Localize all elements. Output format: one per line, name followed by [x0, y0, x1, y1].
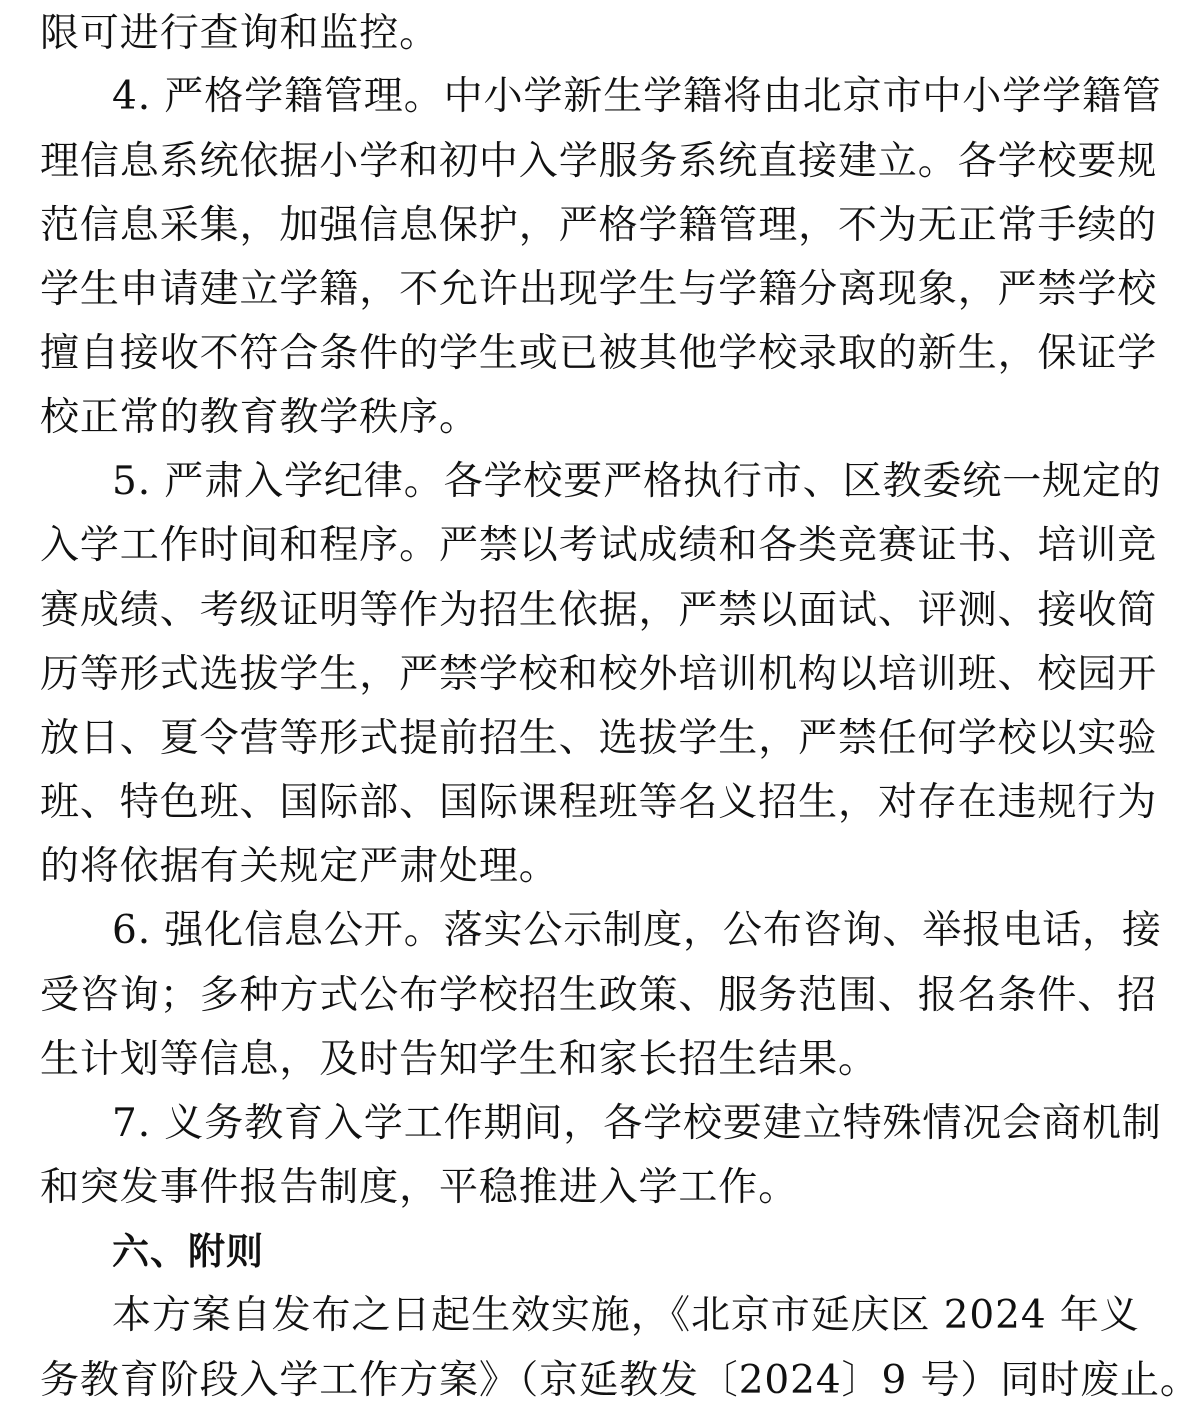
paragraph-line: 限可进行查询和监控。	[40, 11, 440, 56]
paragraph-line: 擅自接收不符合条件的学生或已被其他学校录取的新生，保证学	[40, 331, 1158, 376]
paragraph-line: 校正常的教育教学秩序。	[40, 395, 479, 440]
paragraph-line: 生计划等信息，及时告知学生和家长招生结果。	[40, 1037, 878, 1082]
paragraph-line: 班、特色班、国际部、国际课程班等名义招生，对存在违规行为	[40, 780, 1158, 825]
paragraph-line: 的将依据有关规定严肃处理。	[40, 844, 559, 889]
paragraph-line: 赛成绩、考级证明等作为招生依据，严禁以面试、评测、接收简	[40, 588, 1158, 633]
paragraph-line: 务教育阶段入学工作方案》（京延教发〔2024〕9 号）同时废止。	[40, 1358, 1200, 1403]
paragraph-line: 入学工作时间和程序。严禁以考试成绩和各类竞赛证书、培训竞	[40, 523, 1158, 568]
paragraph-line: 5. 严肃入学纪律。各学校要严格执行市、区教委统一规定的	[112, 459, 1162, 504]
section-heading: 六、附则	[112, 1230, 264, 1273]
paragraph-line: 4. 严格学籍管理。中小学新生学籍将由北京市中小学学籍管	[112, 74, 1162, 119]
paragraph-line: 本方案自发布之日起生效实施，《北京市延庆区 2024 年义	[112, 1293, 1140, 1338]
paragraph-line: 学生申请建立学籍，不允许出现学生与学籍分离现象，严禁学校	[40, 267, 1158, 312]
paragraph-line: 7. 义务教育入学工作期间，各学校要建立特殊情况会商机制	[112, 1101, 1162, 1146]
paragraph-line: 和突发事件报告制度，平稳推进入学工作。	[40, 1165, 799, 1210]
paragraph-line: 受咨询；多种方式公布学校招生政策、服务范围、报名条件、招	[40, 973, 1158, 1018]
paragraph-line: 6. 强化信息公开。落实公示制度，公布咨询、举报电话，接	[112, 908, 1162, 953]
paragraph-line: 放日、夏令营等形式提前招生、选拔学生，严禁任何学校以实验	[40, 716, 1158, 761]
paragraph-line: 理信息系统依据小学和初中入学服务系统直接建立。各学校要规	[40, 139, 1158, 184]
paragraph-line: 历等形式选拔学生，严禁学校和校外培训机构以培训班、校园开	[40, 652, 1158, 697]
paragraph-line: 范信息采集，加强信息保护，严格学籍管理，不为无正常手续的	[40, 203, 1158, 248]
